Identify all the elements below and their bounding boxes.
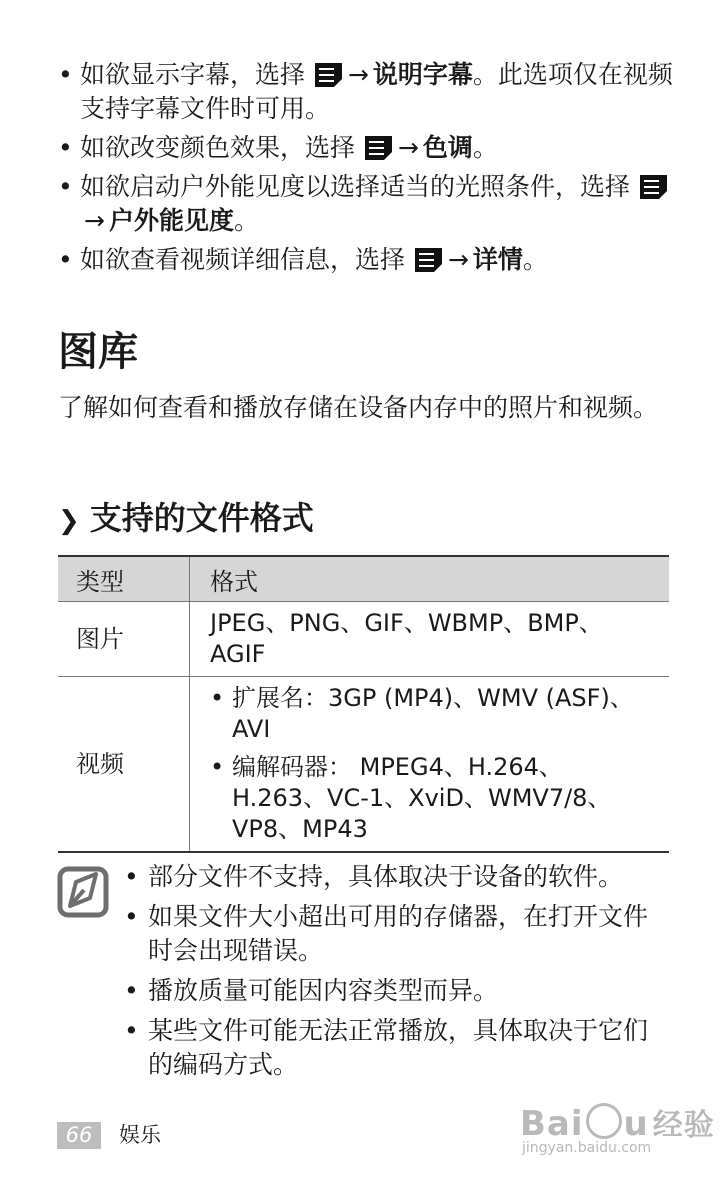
page-number: 66: [57, 1122, 101, 1149]
menu-icon: [640, 175, 667, 199]
menu-icon: [315, 63, 342, 87]
list-item: • 编解码器： MPEG4、H.264、H.263、VC-1、XviD、WMV7/8、VP8、MP43: [210, 752, 649, 845]
watermark-url: jingyan.baidu.com: [522, 1140, 652, 1156]
chevron-right-icon: ❯: [58, 506, 80, 536]
section-intro: 了解如何查看和播放存储在设备内存中的照片和视频。: [58, 393, 659, 422]
bullet-text: 如欲启动户外能见度以选择适当的光照条件，选择: [80, 172, 638, 201]
format-list: [210, 683, 649, 845]
menu-option-label: 色调: [422, 133, 473, 162]
baidu-watermark: [520, 1100, 715, 1156]
table-header-row: [58, 556, 669, 602]
file-format-table: [58, 555, 669, 853]
table-row: [58, 677, 669, 853]
note-pencil-icon: [57, 866, 109, 918]
table-cell-type: 视频: [58, 677, 190, 853]
list-item: • 扩展名：3GP (MP4)、WMV (ASF)、AVI: [210, 683, 649, 745]
bullet-item: [58, 170, 678, 238]
table-header-type: 类型: [58, 556, 190, 602]
table-header-format: 格式: [190, 556, 670, 602]
top-bullet-list: [58, 58, 678, 282]
bullet-text: 如欲显示字幕，选择: [80, 60, 313, 89]
paw-icon: [586, 1103, 622, 1139]
menu-option-label: 说明字幕: [372, 60, 473, 89]
watermark-logo: Bai u 经验: [520, 1104, 715, 1144]
note-item: • 某些文件可能无法正常播放，具体取决于它们的编码方式。: [124, 1014, 669, 1082]
arrow-right-icon: →: [84, 206, 105, 235]
bullet-text: 。此选项仅在视频支持字幕文件时可用。: [80, 60, 673, 123]
menu-icon: [365, 136, 392, 160]
table-cell-format: [190, 677, 670, 853]
subsection-title-text: 支持的文件格式: [89, 499, 314, 537]
note-item: • 播放质量可能因内容类型而异。: [124, 974, 669, 1008]
bullet-text: 如欲改变颜色效果，选择: [80, 133, 363, 162]
arrow-right-icon: →: [347, 60, 369, 89]
bullet-text: 。: [522, 245, 548, 274]
table-cell-format: JPEG、PNG、GIF、WBMP、BMP、AGIF: [190, 602, 670, 677]
arrow-right-icon: →: [447, 245, 469, 274]
table-row: [58, 602, 669, 677]
menu-option-label: 户外能见度: [108, 206, 234, 235]
arrow-right-icon: →: [397, 133, 419, 162]
footer-chapter-label: 娱乐: [119, 1123, 161, 1147]
menu-icon: [415, 248, 442, 272]
note-item: • 部分文件不支持，具体取决于设备的软件。: [124, 860, 669, 894]
bullet-text: 。: [233, 206, 259, 235]
bullet-text: 。: [472, 133, 498, 162]
bullet-item: [58, 58, 678, 126]
table-cell-type: 图片: [58, 602, 190, 677]
bullet-item: [58, 131, 678, 165]
note-list: [124, 860, 669, 1088]
bullet-text: 如欲查看视频详细信息，选择: [80, 245, 413, 274]
section-title: 图库: [58, 329, 138, 375]
bullet-item: [58, 243, 678, 277]
note-item: • 如果文件大小超出可用的存储器，在打开文件时会出现错误。: [124, 900, 669, 968]
menu-option-label: 详情: [472, 245, 523, 274]
subsection-title: [58, 494, 314, 545]
